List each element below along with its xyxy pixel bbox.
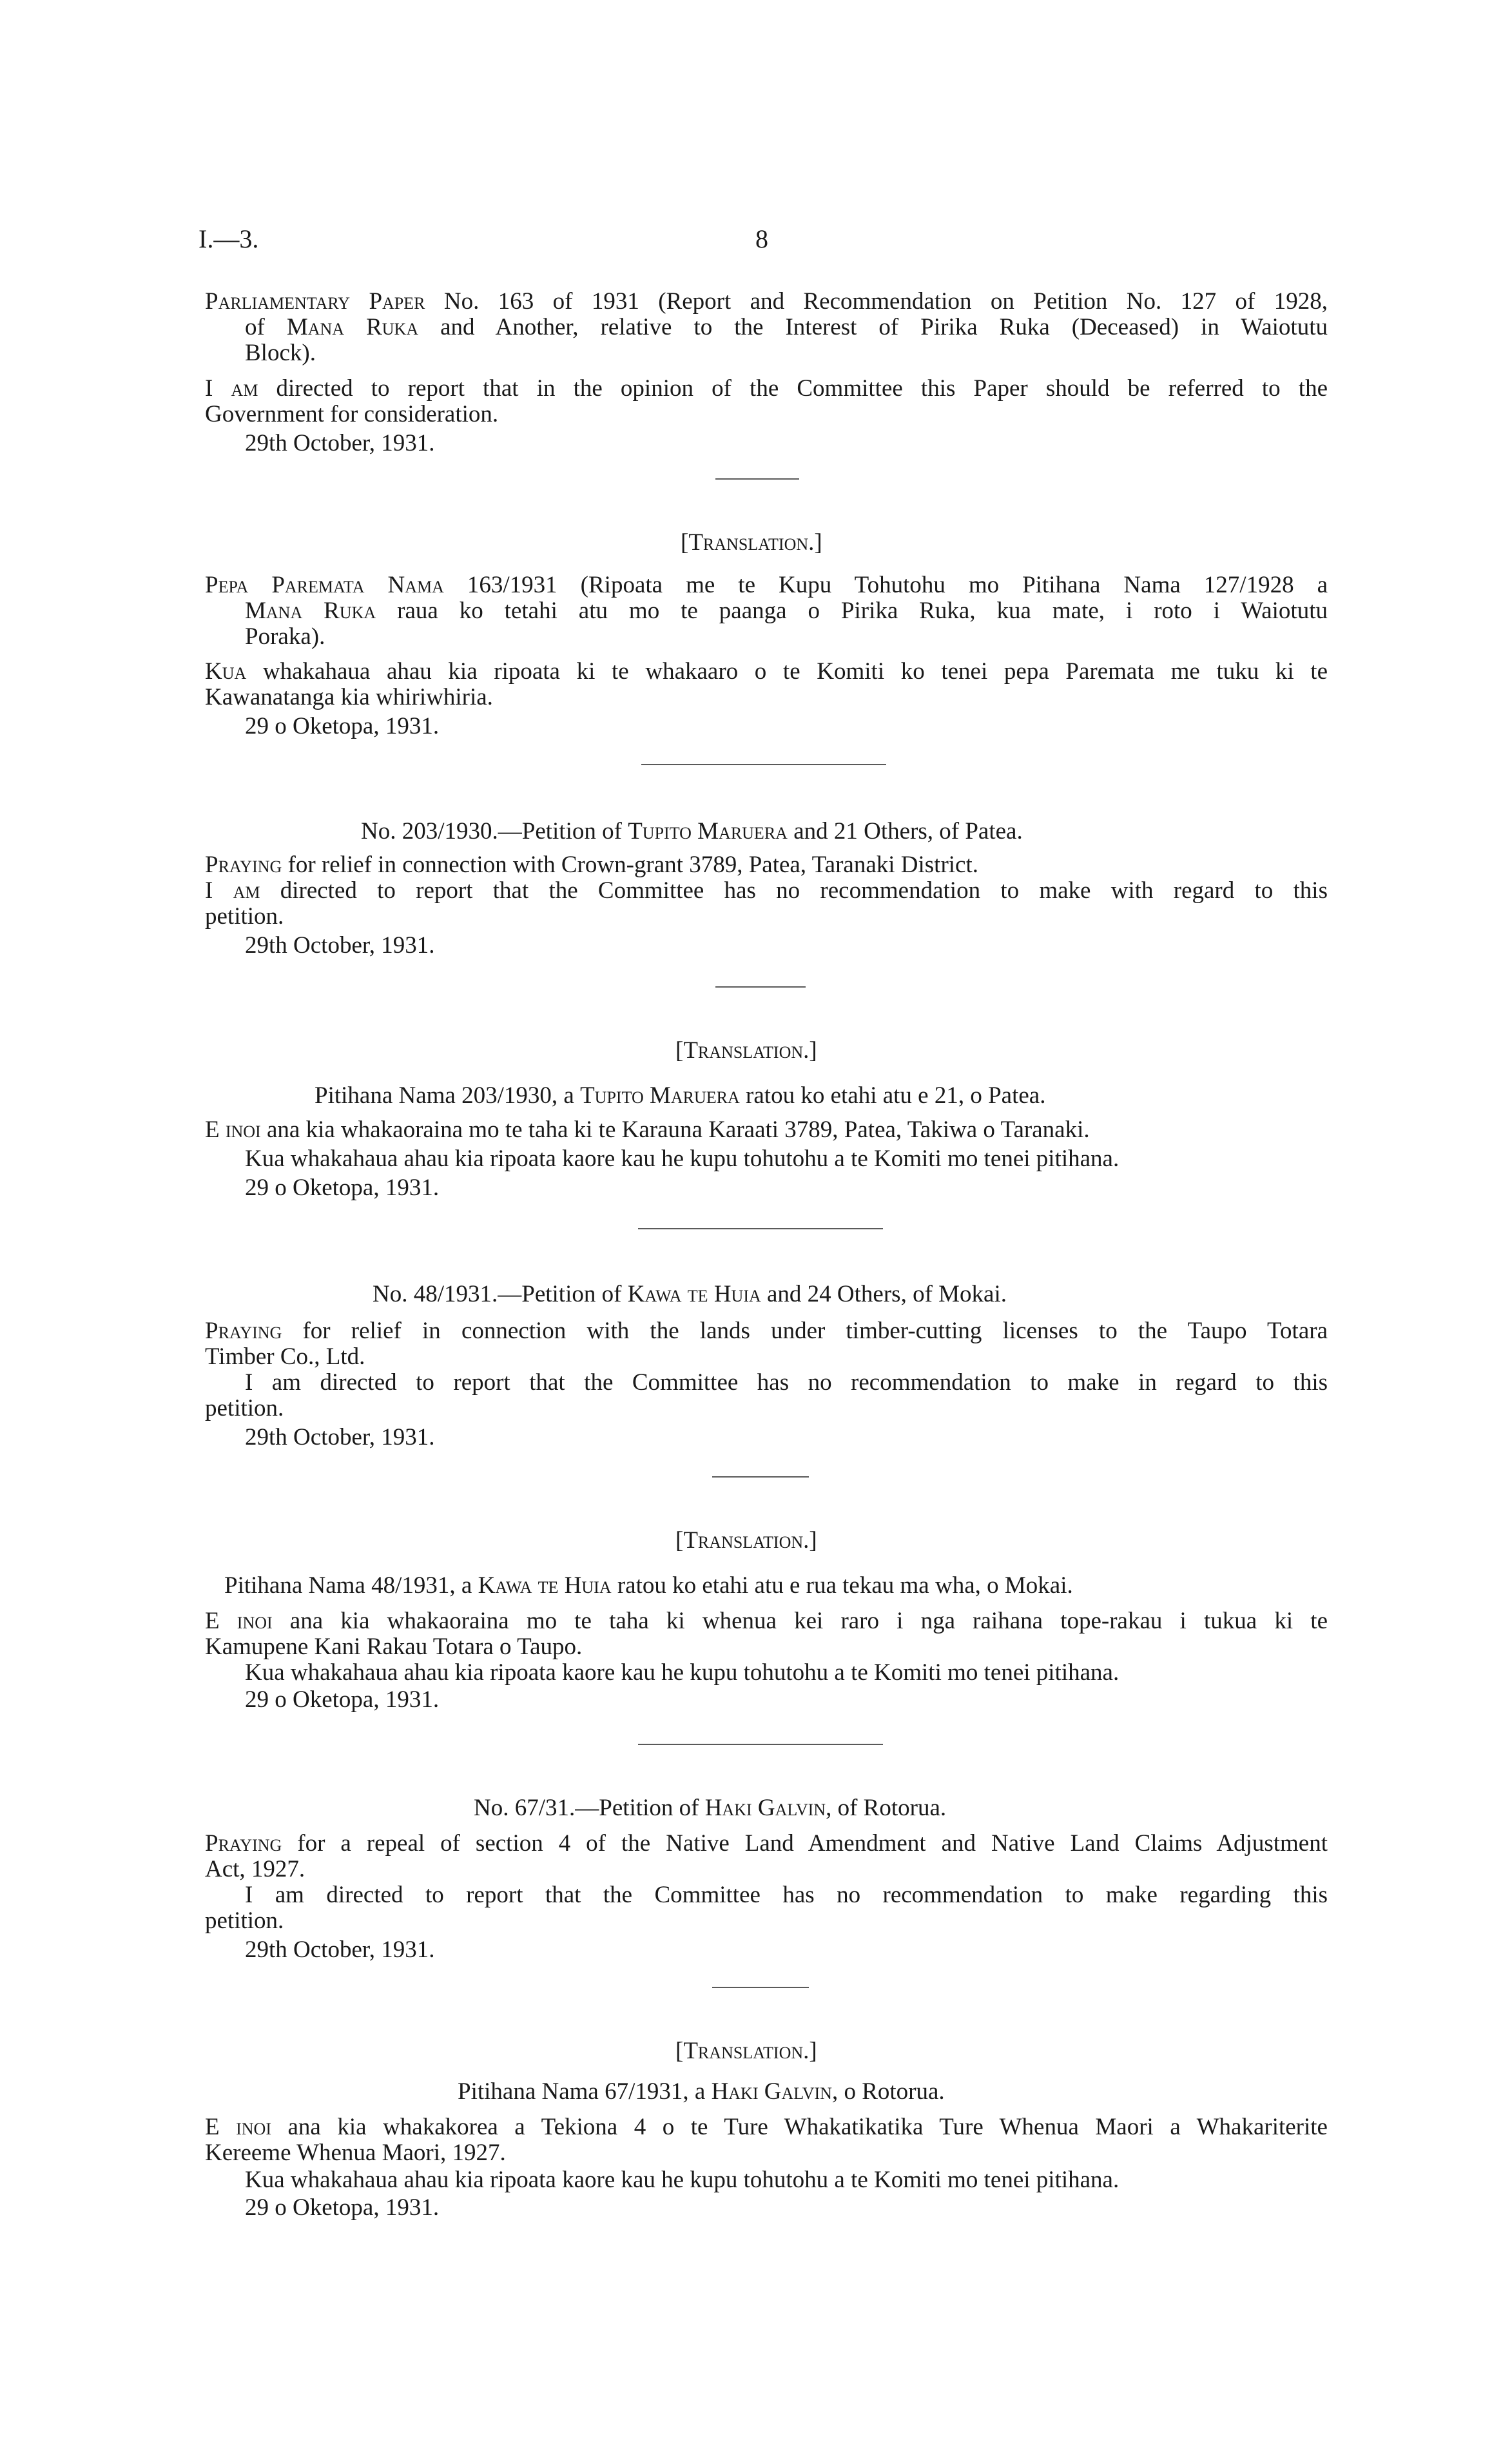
t2-inoi-text: ana kia whakaoraina mo te taha ki te Karauna Karaati 3789, Patea, Takiwa o Taranaki. bbox=[260, 1117, 1090, 1143]
t4-body: Kua whakahaua ahau kia ripoata kaore kau he kupu tohutohu a te Komiti mo tenei pitihana. bbox=[245, 2167, 1119, 2193]
t3-date: 29 o Oketopa, 1931. bbox=[245, 1686, 440, 1713]
t4-heading bbox=[675, 2038, 817, 2064]
t1-heading-text: [Translation.] bbox=[681, 529, 822, 556]
s2-petitioner-name: Tupito Maruera bbox=[628, 818, 788, 844]
s2-title-pre: No. 203/1930.—Petition of bbox=[361, 818, 628, 844]
t3-petitioner-name: Kawa te Huia bbox=[478, 1572, 612, 1599]
t3-inoi-line-1 bbox=[205, 1608, 1328, 1634]
document-reference: I.—3. bbox=[199, 224, 259, 253]
t4-title-post: , o Rotorua. bbox=[831, 2078, 945, 2105]
t4-inoi-line-1 bbox=[205, 2114, 1328, 2140]
t2-inoi-lead: E inoi bbox=[205, 1117, 261, 1143]
s2-praying bbox=[205, 852, 978, 878]
s1-line-3: Block). bbox=[245, 340, 316, 366]
s1-lead: Parliamentary Paper bbox=[205, 288, 425, 315]
t2-body: Kua whakahaua ahau kia ripoata kaore kau he kupu tohutohu a te Komiti mo tenei pitihana. bbox=[245, 1146, 1119, 1172]
s1-body-lead: I am bbox=[205, 375, 258, 402]
s2-body-line-2: petition. bbox=[205, 903, 284, 930]
t3-heading-text: [Translation.] bbox=[675, 1527, 817, 1554]
s2-date: 29th October, 1931. bbox=[245, 932, 435, 959]
t3-title bbox=[224, 1573, 1073, 1599]
t1-petitioner-name: Mana Ruka bbox=[245, 598, 376, 624]
divider-7 bbox=[712, 1987, 809, 1988]
t2-petitioner-name: Tupito Maruera bbox=[580, 1082, 740, 1109]
s1-line-2-pre: of bbox=[245, 314, 287, 340]
s3-praying-line-2: Timber Co., Ltd. bbox=[205, 1343, 365, 1370]
s4-title-pre: No. 67/31.—Petition of bbox=[474, 1795, 705, 1821]
t1-date: 29 o Oketopa, 1931. bbox=[245, 713, 440, 739]
s3-praying-line-1-text: for relief in connection with the lands under timber-cutting licenses to the Taupo Totara bbox=[282, 1318, 1328, 1344]
t1-line-1-text: 163/1931 (Ripoata me te Kupu Tohutohu mo Pitihana Nama 127/1928 a bbox=[443, 572, 1328, 598]
s2-title bbox=[361, 819, 1023, 844]
t3-title-post: ratou ko etahi atu e rua tekau ma wha, o Mokai. bbox=[611, 1572, 1073, 1599]
t1-line-3: Poraka). bbox=[245, 623, 325, 650]
s3-praying-lead: Praying bbox=[205, 1318, 282, 1344]
t4-petitioner-name: Haki Galvin bbox=[711, 2078, 832, 2105]
t1-heading bbox=[681, 530, 822, 556]
s4-praying-line-2: Act, 1927. bbox=[205, 1856, 305, 1882]
s3-title-pre: No. 48/1931.—Petition of bbox=[373, 1281, 628, 1307]
divider-6 bbox=[638, 1744, 883, 1745]
s1-date: 29th October, 1931. bbox=[245, 430, 435, 456]
s3-body-line-1 bbox=[245, 1370, 1328, 1396]
divider-4 bbox=[638, 1228, 883, 1229]
t1-lead: Pepa Paremata Nama bbox=[205, 572, 444, 598]
s3-petitioner-name: Kawa te Huia bbox=[627, 1281, 761, 1307]
t4-date: 29 o Oketopa, 1931. bbox=[245, 2194, 440, 2221]
s1-body-line-1-text: directed to report that in the opinion of the Committee this Paper should be referred to the bbox=[258, 375, 1328, 402]
s4-body-line-1 bbox=[245, 1882, 1328, 1908]
s4-body-line-2: petition. bbox=[205, 1907, 284, 1934]
t2-date: 29 o Oketopa, 1931. bbox=[245, 1175, 440, 1201]
s3-praying-line-1 bbox=[205, 1318, 1328, 1344]
s1-line-2 bbox=[245, 315, 1328, 340]
s2-body-line-1-text: directed to report that the Committee has no recommendation to make with regard to this bbox=[260, 877, 1328, 904]
s2-title-post: and 21 Others, of Patea. bbox=[787, 818, 1023, 844]
s2-body-line-1 bbox=[205, 878, 1328, 904]
t4-heading-text: [Translation.] bbox=[675, 2038, 817, 2064]
s1-body-line-1 bbox=[205, 376, 1328, 402]
s4-praying-line-1-text: for a repeal of section 4 of the Native Land Amendment and Native Land Claims Adjustment bbox=[282, 1830, 1328, 1857]
s1-petitioner-name: Mana Ruka bbox=[286, 314, 419, 340]
t3-inoi-lead: E inoi bbox=[205, 1608, 273, 1634]
t3-inoi-line-1-text: ana kia whakaoraina mo te taha ki whenua kei raro i nga raihana tope-rakau i tukua ki te bbox=[272, 1608, 1328, 1634]
s4-praying-line-1 bbox=[205, 1831, 1328, 1857]
t1-body-lead: Kua bbox=[205, 658, 247, 685]
s1-line-2-text: and Another, relative to the Interest of Pirika Ruka (Deceased) in Waiotutu bbox=[418, 314, 1328, 340]
t2-inoi bbox=[205, 1117, 1090, 1143]
t1-line-2 bbox=[245, 598, 1328, 624]
t4-title-pre: Pitihana Nama 67/1931, a bbox=[458, 2078, 712, 2105]
t1-body-line-2: Kawanatanga kia whiriwhiria. bbox=[205, 684, 493, 710]
s4-date: 29th October, 1931. bbox=[245, 1937, 435, 1963]
t3-title-pre: Pitihana Nama 48/1931, a bbox=[224, 1572, 478, 1599]
t2-title-pre: Pitihana Nama 203/1930, a bbox=[315, 1082, 581, 1109]
s1-line-1 bbox=[205, 289, 1328, 315]
s3-date: 29th October, 1931. bbox=[245, 1424, 435, 1450]
t4-inoi-lead: E inoi bbox=[205, 2114, 271, 2140]
s3-body-line-2: petition. bbox=[205, 1395, 284, 1421]
t2-title bbox=[315, 1083, 1045, 1109]
t1-line-1 bbox=[205, 572, 1328, 598]
t2-heading bbox=[675, 1038, 817, 1064]
s4-praying-lead: Praying bbox=[205, 1830, 282, 1857]
s3-title bbox=[373, 1282, 1007, 1307]
t2-heading-text: [Translation.] bbox=[675, 1037, 817, 1064]
s4-title bbox=[474, 1795, 946, 1821]
divider-3 bbox=[715, 986, 806, 988]
divider-2 bbox=[641, 764, 886, 765]
t1-body-line-1 bbox=[205, 659, 1328, 685]
divider-5 bbox=[712, 1476, 809, 1478]
s2-body-lead: I am bbox=[205, 877, 260, 904]
s4-body-line-1-text: I am directed to report that the Committee has no recommendation to make regarding this bbox=[245, 1882, 1328, 1908]
s2-praying-text: for relief in connection with Crown-grant 3789, Patea, Taranaki District. bbox=[282, 852, 979, 878]
t3-inoi-line-2: Kamupene Kani Rakau Totara o Taupo. bbox=[205, 1634, 583, 1660]
t1-body-line-1-text: whakahaua ahau kia ripoata ki te whakaaro o te Komiti ko tenei pepa Paremata me tuku ki te bbox=[246, 658, 1328, 685]
s3-title-post: and 24 Others, of Mokai. bbox=[761, 1281, 1007, 1307]
t3-heading bbox=[675, 1528, 817, 1554]
page-number: 8 bbox=[755, 224, 768, 253]
t4-title bbox=[458, 2079, 945, 2105]
s3-body-line-1-text: I am directed to report that the Committee has no recommendation to make in regard to this bbox=[245, 1369, 1328, 1396]
s1-line-1-text: No. 163 of 1931 (Report and Recommendation on Petition No. 127 of 1928, bbox=[425, 288, 1328, 315]
s1-body-line-2: Government for consideration. bbox=[205, 401, 499, 427]
t4-inoi-line-2: Kereeme Whenua Maori, 1927. bbox=[205, 2140, 506, 2166]
divider-1 bbox=[715, 478, 799, 480]
s2-praying-lead: Praying bbox=[205, 852, 282, 878]
t4-inoi-line-1-text: ana kia whakakorea a Tekiona 4 o te Ture Whakatikatika Ture Whenua Maori a Whakariterite bbox=[271, 2114, 1328, 2140]
t3-body: Kua whakahaua ahau kia ripoata kaore kau he kupu tohutohu a te Komiti mo tenei pitihana. bbox=[245, 1659, 1119, 1686]
t1-line-2-text: raua ko tetahi atu mo te paanga o Pirika Ruka, kua mate, i roto i Waiotutu bbox=[376, 598, 1328, 624]
t2-title-post: ratou ko etahi atu e 21, o Patea. bbox=[739, 1082, 1046, 1109]
s4-petitioner-name: Haki Galvin bbox=[704, 1795, 826, 1821]
s4-title-post: , of Rotorua. bbox=[826, 1795, 947, 1821]
